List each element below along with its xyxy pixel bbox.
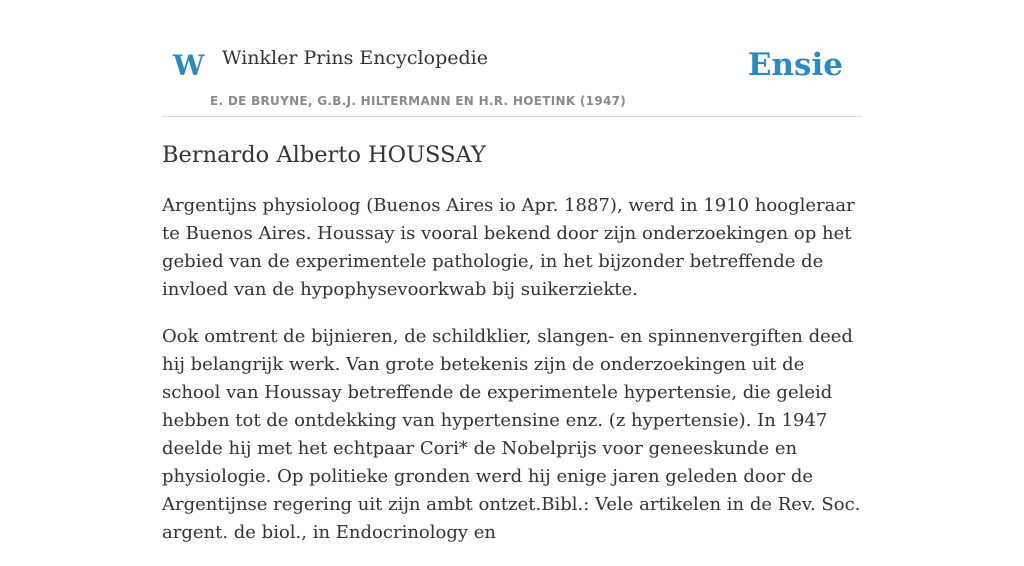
source-title[interactable]: Winkler Prins Encyclopedie	[222, 47, 488, 69]
article-paragraph: Argentijns physioloog (Buenos Aires io Apr. 1887), werd in 1910 hoogleraar te Buenos Aires. Houssay is vooral bekend door zijn onderzoekingen op het gebied van de experimentele pathologie, in het bijzonder betreffende de invloed van de hypophysevoorkwab bij suikerziekte.	[162, 195, 855, 300]
source-header	[162, 38, 862, 117]
article-title: Bernardo Alberto HOUSSAY	[162, 142, 486, 168]
source-authors: E. DE BRUYNE, G.B.J. HILTERMANN EN H.R. HOETINK (1947)	[210, 94, 627, 108]
article-body	[162, 192, 862, 566]
winkler-prins-logo[interactable]: W	[173, 49, 205, 82]
article-paragraph: Ook omtrent de bijnieren, de schildklier, slangen- en spinnenvergiften deed hij belangrijk werk. Van grote betekenis zijn de onderzoekingen uit de school van Houssay betreffende de experimentele hypertensie, die geleid hebben tot de ontdekking van hypertensine enz. (z hypertensie). In 1947 deelde hij met het echtpaar Cori* de Nobelprijs voor geneeskunde en physiologie. Op politieke gronden werd hij enige jaren geleden door de Argentijnse regering uit zijn ambt ontzet.Bibl.: Vele artikelen in de Rev. Soc. argent. de biol., in Endocrinology en	[162, 326, 861, 543]
ensie-logo[interactable]: Ensie	[747, 47, 843, 83]
